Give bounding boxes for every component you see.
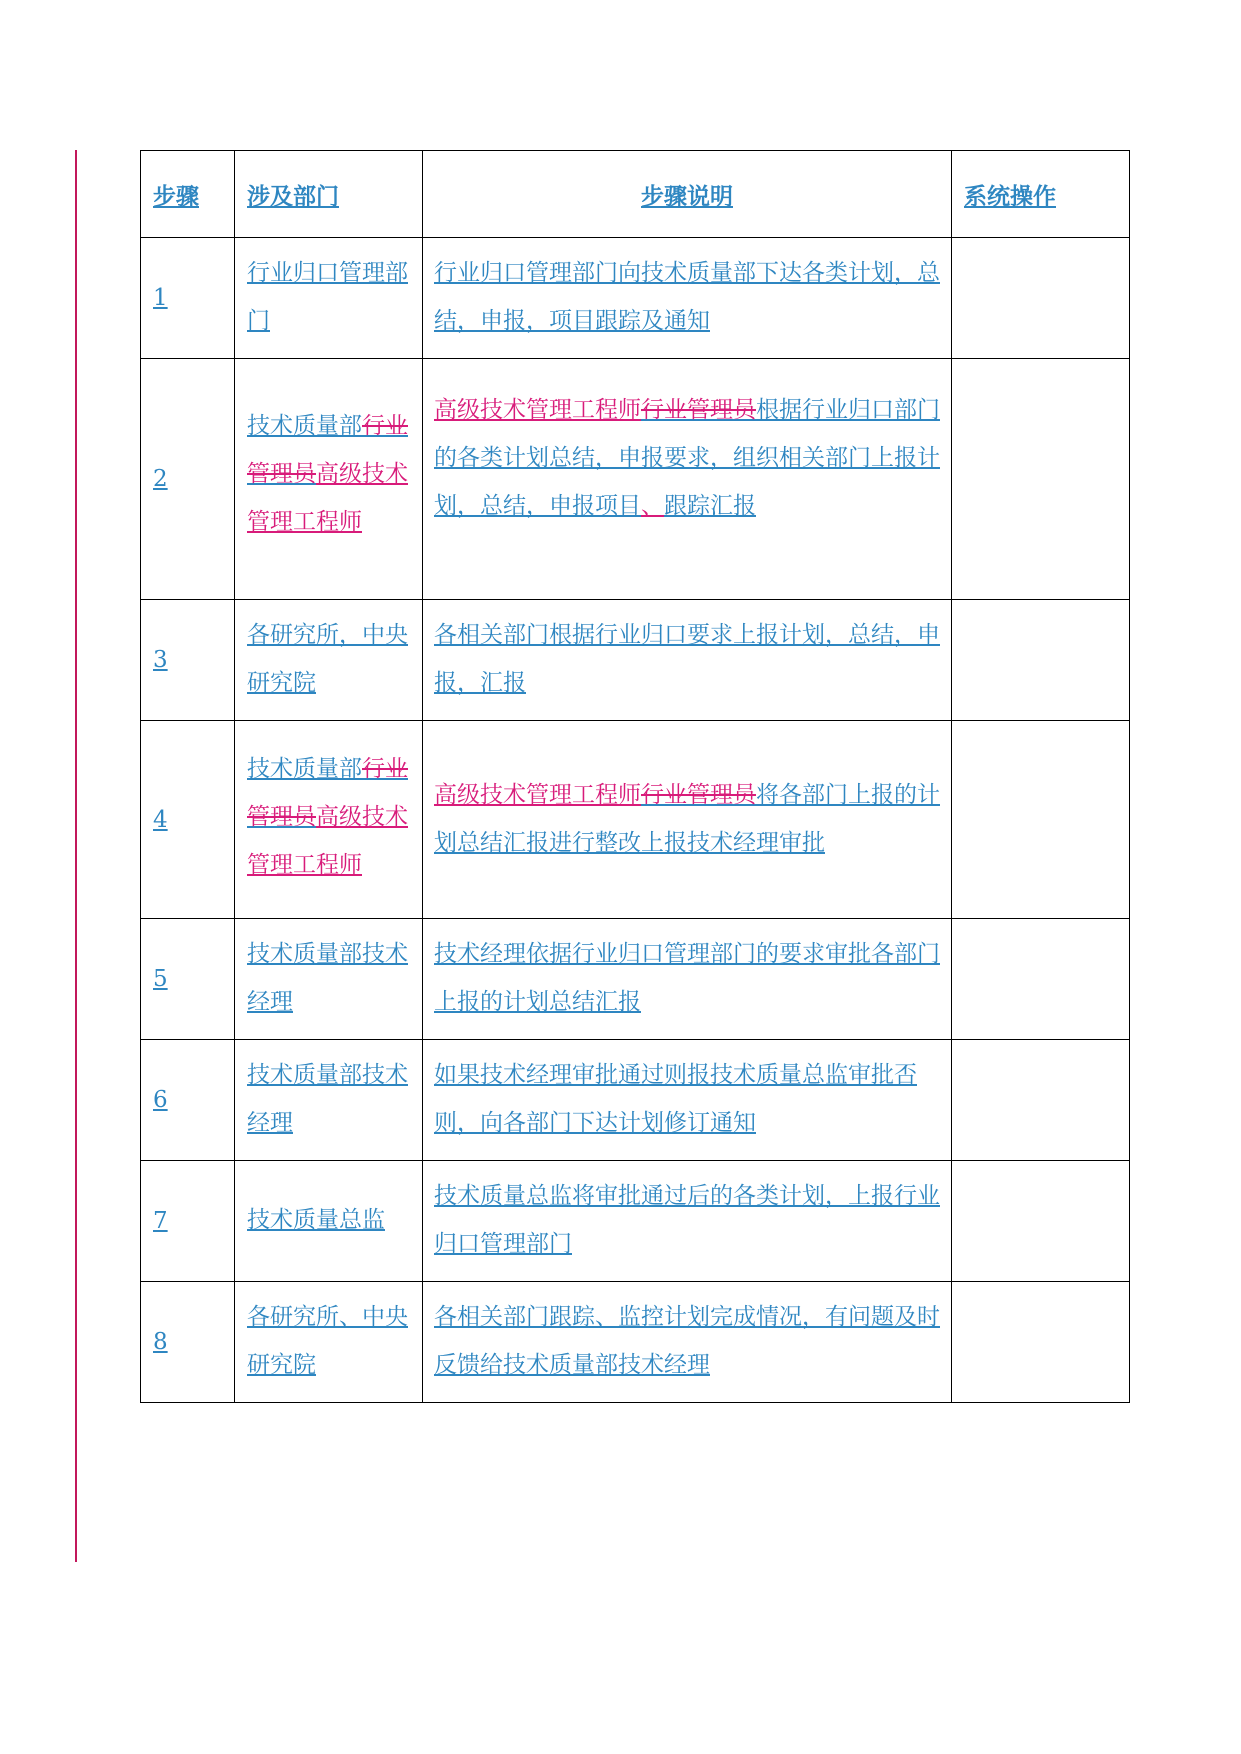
deleted-text: 行业管理员	[641, 781, 756, 808]
table-row	[141, 1161, 1130, 1282]
step-number-cell	[141, 238, 235, 359]
system-cell	[952, 1282, 1130, 1403]
desc-cell	[423, 919, 952, 1040]
dept-cell	[235, 1040, 423, 1161]
dept-cell	[235, 721, 423, 919]
dept-cell	[235, 238, 423, 359]
inserted-text: 高级技术管理工程师	[247, 461, 408, 535]
dept-text: 技术质量部技术经理	[247, 941, 408, 1015]
dept-text: 各研究所，中央研究院	[247, 622, 408, 696]
desc-cell	[423, 721, 952, 919]
table-row	[141, 238, 1130, 359]
step-number-cell	[141, 1282, 235, 1403]
step-number: 1	[153, 285, 168, 311]
desc-cell	[423, 238, 952, 359]
desc-text: 各相关部门跟踪、监控计划完成情况，有问题及时反馈给技术质量部技术经理	[434, 1304, 940, 1378]
step-number: 5	[153, 966, 168, 992]
desc-cell	[423, 359, 952, 600]
inserted-text: 高级技术管理工程师	[247, 803, 408, 878]
table-row	[141, 1282, 1130, 1403]
step-number-cell	[141, 600, 235, 721]
inserted-text: 高级技术管理工程师	[434, 397, 641, 423]
dept-cell	[235, 1161, 423, 1282]
header-step: 步骤	[141, 151, 235, 238]
desc-body: 将各部门上报的计划总结汇报进行整改上报技术经理审批	[434, 781, 940, 856]
desc-text: 技术经理依据行业归口管理部门的要求审批各部门上报的计划总结汇报	[434, 941, 940, 1015]
step-number: 3	[153, 647, 168, 673]
dept-text: 各研究所、中央研究院	[247, 1304, 408, 1378]
deleted-text: 行业管理员	[247, 755, 408, 830]
deleted-text: 行业管理员	[247, 413, 408, 487]
header-dept: 涉及部门	[235, 151, 423, 238]
dept-text	[235, 402, 422, 556]
desc-cell	[423, 600, 952, 721]
desc-text: 各相关部门根据行业归口要求上报计划，总结，申报，汇报	[434, 622, 940, 696]
step-number: 4	[153, 806, 168, 833]
system-cell	[952, 919, 1130, 1040]
dept-text: 技术质量总监	[247, 1207, 385, 1233]
dept-text	[235, 741, 422, 899]
desc-text: 行业归口管理部门向技术质量部下达各类计划，总结，申报，项目跟踪及通知	[434, 260, 940, 334]
step-number: 6	[153, 1087, 168, 1113]
dept-prefix: 技术质量部	[247, 755, 362, 782]
step-number: 7	[153, 1208, 168, 1234]
step-number-cell	[141, 721, 235, 919]
process-steps-table	[140, 150, 1130, 1403]
header-desc: 步骤说明	[423, 151, 952, 238]
dept-cell	[235, 359, 423, 600]
step-number: 2	[153, 466, 168, 492]
table-row	[141, 1040, 1130, 1161]
dept-prefix: 技术质量部	[247, 413, 362, 439]
step-number-cell	[141, 1161, 235, 1282]
system-cell	[952, 1040, 1130, 1161]
step-number-cell	[141, 1040, 235, 1161]
desc-body: 跟踪汇报	[664, 493, 756, 519]
desc-text: 技术质量总监将审批通过后的各类计划，上报行业归口管理部门	[434, 1183, 940, 1257]
dept-cell	[235, 600, 423, 721]
system-cell	[952, 1161, 1130, 1282]
desc-text	[423, 378, 951, 580]
desc-text: 如果技术经理审批通过则报技术质量总监审批否则，向各部门下达计划修订通知	[434, 1062, 917, 1136]
inserted-text: 、	[641, 493, 664, 519]
desc-cell	[423, 1040, 952, 1161]
table-row	[141, 359, 1130, 600]
dept-cell	[235, 1282, 423, 1403]
dept-text: 技术质量部技术经理	[247, 1062, 408, 1136]
table-row	[141, 721, 1130, 919]
desc-cell	[423, 1282, 952, 1403]
table-row	[141, 919, 1130, 1040]
deleted-text: 行业管理员	[641, 397, 756, 423]
step-number-cell	[141, 919, 235, 1040]
system-cell	[952, 359, 1130, 600]
dept-text: 行业归口管理部门	[247, 260, 408, 334]
desc-cell	[423, 1161, 952, 1282]
desc-text	[423, 763, 951, 877]
system-cell	[952, 721, 1130, 919]
header-system: 系统操作	[952, 151, 1130, 238]
desc-body: 根据行业归口部门的各类计划总结，申报要求，组织相关部门上报计划，总结，申报项目	[434, 397, 940, 519]
table-header-row	[141, 151, 1130, 238]
step-number-cell	[141, 359, 235, 600]
revision-change-bar	[75, 150, 77, 1562]
system-cell	[952, 238, 1130, 359]
inserted-text: 高级技术管理工程师	[434, 781, 641, 808]
step-number: 8	[153, 1329, 168, 1355]
table-row	[141, 600, 1130, 721]
dept-cell	[235, 919, 423, 1040]
system-cell	[952, 600, 1130, 721]
